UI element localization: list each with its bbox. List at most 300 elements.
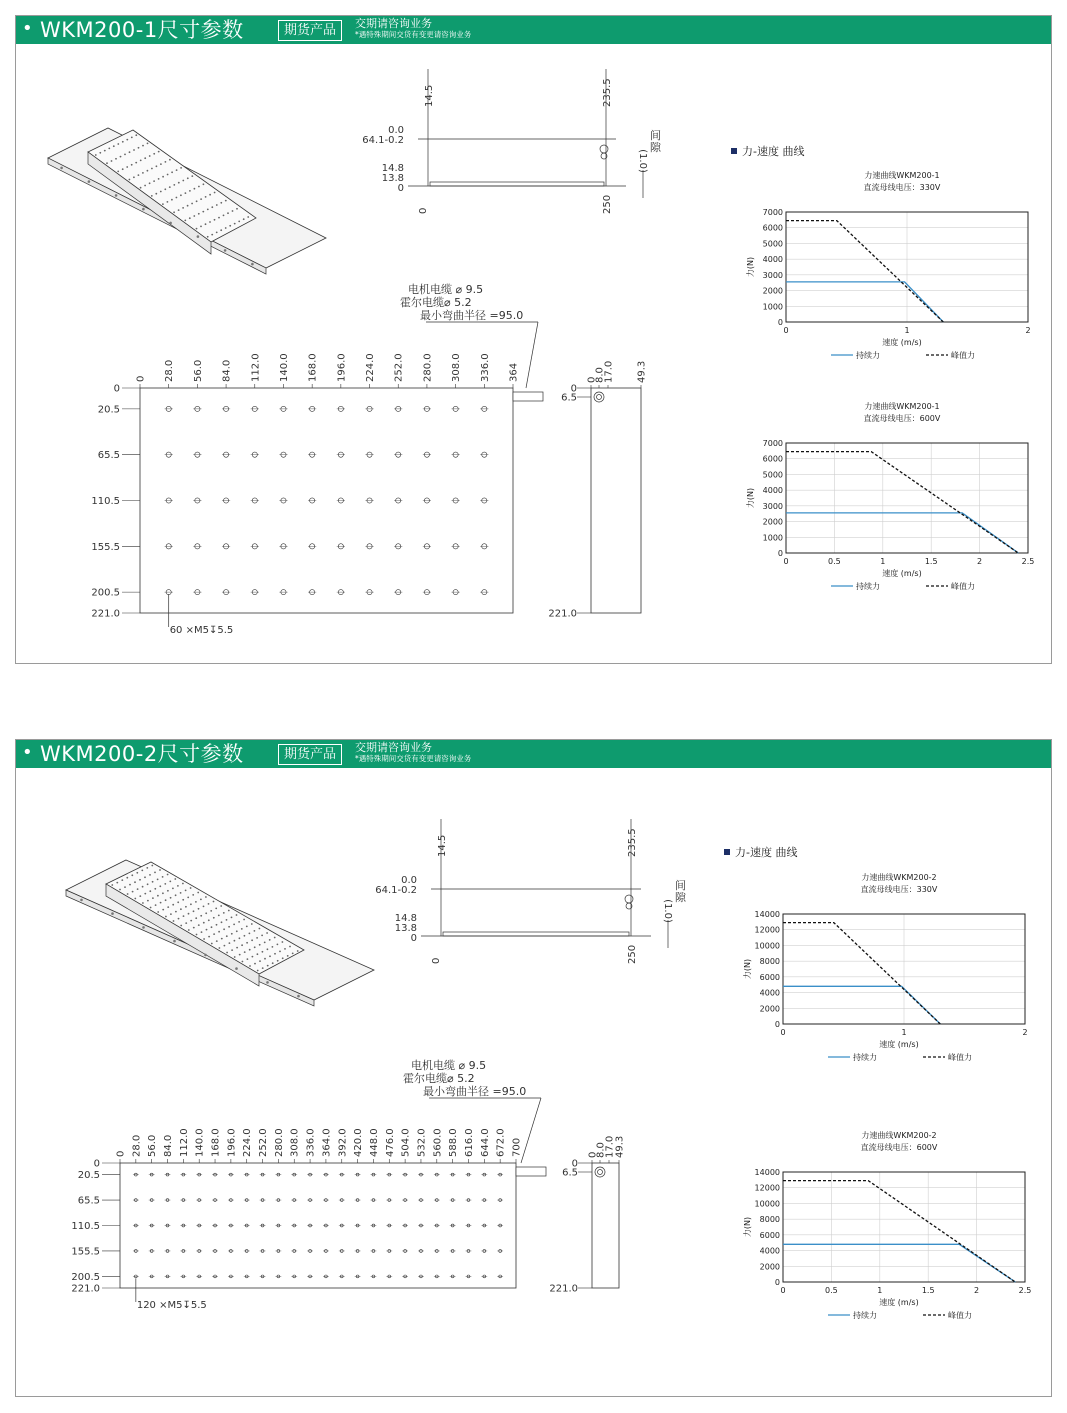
chart-section-title	[731, 143, 804, 159]
y-axis-label: 力(N)	[746, 487, 755, 509]
mount-hole	[277, 960, 279, 962]
mount-hole	[216, 232, 218, 234]
x-dim-label: 308.0	[451, 353, 463, 382]
motor-cable-note: 电机电缆 ⌀ 9.5	[408, 283, 484, 296]
x-dim-label: 672.0	[495, 1128, 507, 1157]
legend-label: 持续力	[856, 582, 880, 591]
mount-hole	[213, 933, 215, 935]
x-dim-label: 252.0	[258, 1128, 270, 1157]
mount-hole	[185, 922, 187, 924]
mount-hole	[122, 141, 124, 143]
mount-hole	[236, 930, 238, 932]
mount-hole	[195, 917, 197, 919]
plot-frame	[786, 443, 1028, 553]
leader-line	[521, 1098, 541, 1163]
mount-hole	[211, 943, 213, 945]
mount-hole	[211, 206, 213, 208]
mount-hole	[178, 918, 180, 920]
end-view-outline	[592, 1163, 619, 1288]
y-axis-label: 力(N)	[743, 1216, 752, 1238]
x-tick-label: 0	[780, 1028, 786, 1037]
y-tick-label: 10000	[754, 1199, 780, 1209]
mount-hole	[159, 869, 161, 871]
x-dim-label: 308.0	[289, 1128, 301, 1157]
mount-hole	[203, 938, 205, 940]
mount-hole	[172, 888, 174, 890]
mount-hole	[180, 194, 182, 196]
mount-hole	[226, 952, 228, 954]
mount-hole	[226, 919, 228, 921]
x-dim-label: 112.0	[250, 353, 262, 382]
mount-hole	[209, 221, 211, 223]
mount-hole	[216, 924, 218, 926]
mount-hole	[99, 152, 101, 154]
leader-line	[526, 322, 538, 388]
x-tick-label: 2.5	[1021, 557, 1035, 566]
mount-hole	[154, 872, 156, 874]
y-tick-label: 5000	[762, 239, 783, 249]
x-dim-label: 196.0	[336, 353, 348, 382]
y-tick-label: 14000	[754, 1168, 780, 1177]
x-dim-label: 28.0	[131, 1134, 143, 1157]
mount-hole	[164, 188, 166, 190]
end-top-dim-label: 17.0	[603, 360, 615, 383]
y-tick-label: 4000	[762, 486, 783, 496]
mount-hole	[120, 156, 122, 158]
side-left-dim-label: 13.8	[381, 173, 404, 184]
y-tick-label: 4000	[759, 1246, 780, 1256]
mount-hole	[169, 881, 171, 883]
product-tag: 期货产品	[278, 744, 342, 765]
end-top-dim-label: 17.0	[604, 1135, 616, 1158]
y-dim-label: 65.5	[97, 450, 120, 462]
y-tick-label: 14000	[754, 910, 780, 919]
mount-hole	[257, 953, 259, 955]
mount-hole	[162, 892, 164, 894]
gap-label: 隙	[675, 891, 686, 904]
mount-hole	[197, 892, 199, 894]
mount-hole	[223, 215, 225, 217]
mount-hole	[220, 202, 222, 204]
x-dim-label: 28.0	[164, 359, 176, 382]
mount-hole	[246, 926, 248, 928]
mount-hole	[131, 164, 133, 166]
mount-hole	[178, 209, 180, 211]
mount-hole	[198, 924, 200, 926]
bend-radius-note: 最小弯曲半径 =95.0	[420, 309, 524, 322]
mount-hole	[228, 910, 230, 912]
side-left-dim-label: 14.8	[394, 913, 417, 924]
mount-hole	[165, 899, 167, 901]
mount-hole	[205, 896, 207, 898]
y-dim-label: 110.5	[71, 1221, 100, 1232]
mount-hole	[176, 197, 178, 199]
mount-hole	[252, 956, 254, 958]
x-axis-label: 速度 (m/s)	[882, 569, 922, 578]
mount-hole	[129, 884, 131, 886]
mount-hole	[189, 190, 191, 192]
mount-hole	[156, 165, 158, 167]
mount-hole	[144, 157, 146, 159]
mount-hole	[176, 169, 178, 171]
mount-hole	[129, 151, 131, 153]
y-tick-label: 5000	[762, 470, 783, 480]
mount-hole	[167, 890, 169, 892]
x-dim-label: 420.0	[353, 1128, 365, 1157]
mount-hole	[261, 935, 263, 937]
chart-section-title	[724, 844, 797, 860]
legend-label: 峰值力	[948, 1311, 972, 1320]
base-screw	[204, 954, 207, 957]
x-dim-label: 224.0	[365, 353, 377, 382]
mount-hole	[144, 876, 146, 878]
mount-hole	[239, 937, 241, 939]
y-axis-label: 力(N)	[746, 256, 755, 278]
mount-hole	[257, 970, 259, 972]
side-bottom-dim-label: 0	[418, 207, 429, 214]
y-tick-label: 4000	[762, 255, 783, 265]
y-dim-label: 65.5	[77, 1195, 100, 1207]
legend-label: 峰值力	[948, 1053, 972, 1062]
mount-hole	[269, 939, 271, 941]
base-screw	[111, 912, 114, 915]
mount-hole	[124, 886, 126, 888]
x-axis-label: 速度 (m/s)	[882, 338, 922, 347]
mount-hole	[272, 962, 274, 964]
hall-cable-note: 霍尔电缆⌀ 5.2	[400, 296, 472, 309]
gap-label: 间	[675, 879, 686, 892]
y-dim-label: 0	[113, 383, 120, 395]
mount-hole	[234, 940, 236, 942]
mount-hole	[200, 198, 202, 200]
mount-hole	[203, 922, 205, 924]
mount-hole	[169, 186, 171, 188]
x-dim-label: 336.0	[305, 1128, 317, 1157]
mount-hole	[185, 906, 187, 908]
mount-hole	[191, 203, 193, 205]
y-tick-label: 3000	[762, 501, 783, 511]
mount-hole	[180, 167, 182, 169]
mount-hole	[184, 220, 186, 222]
series-line-continuous	[783, 1244, 1015, 1282]
x-tick-label: 2.5	[1018, 1286, 1032, 1295]
side-left-dim-label: 13.8	[394, 923, 417, 934]
side-cable-circle	[625, 895, 633, 903]
mount-hole	[162, 203, 164, 205]
mount-hole	[153, 153, 155, 155]
x-dim-label: 84.0	[221, 359, 233, 382]
mount-hole	[216, 204, 218, 206]
mount-hole	[231, 917, 233, 919]
y-tick-label: 0	[774, 1278, 780, 1287]
legend-label: 持续力	[856, 351, 880, 360]
mount-hole	[188, 913, 190, 915]
mount-hole	[157, 911, 159, 913]
mount-hole	[151, 168, 153, 170]
mount-hole	[205, 196, 207, 198]
base-screw	[88, 180, 91, 183]
mount-hole	[131, 874, 133, 876]
mount-hole	[207, 236, 209, 238]
mount-hole	[155, 904, 157, 906]
mount-hole	[149, 155, 151, 157]
mount-hole	[151, 195, 153, 197]
legend-label: 峰值力	[951, 582, 975, 591]
base-screw	[173, 940, 176, 943]
mount-hole	[189, 217, 191, 219]
hole-note: 120 ×M5↧5.5	[136, 1300, 207, 1311]
side-left-dim-label: 64.1-0.2	[375, 885, 417, 896]
mount-hole	[205, 223, 207, 225]
force-speed-chart-330v	[731, 168, 1031, 358]
side-left-dim-label: 0	[397, 183, 404, 194]
mount-hole	[238, 221, 240, 223]
x-dim-label: 168.0	[307, 353, 319, 382]
series-line-peak	[786, 221, 943, 322]
y-dim-label: 200.5	[91, 587, 120, 599]
series-line-peak	[783, 923, 940, 1024]
mount-hole	[218, 915, 220, 917]
mount-hole	[121, 879, 123, 881]
mount-hole	[104, 150, 106, 152]
base-screw	[266, 981, 269, 984]
mount-hole	[267, 948, 269, 950]
mount-hole	[243, 919, 245, 921]
mount-hole	[132, 891, 134, 893]
end-left-dim-label: 0	[571, 1158, 578, 1170]
x-dim-label: 588.0	[448, 1128, 460, 1157]
mount-hole	[259, 960, 261, 962]
x-tick-label: 0.5	[825, 1286, 838, 1295]
mount-hole	[238, 921, 240, 923]
mount-hole	[171, 199, 173, 201]
mount-hole	[259, 928, 261, 930]
section-wkm200-1	[15, 15, 1052, 664]
x-dim-label: 84.0	[163, 1134, 175, 1157]
side-left-dim-label: 0.0	[388, 125, 404, 136]
end-top-dim-label: 0	[586, 376, 598, 383]
mount-hole	[224, 945, 226, 947]
mount-hole	[122, 168, 124, 170]
chart-subtitle: 直流母线电压：600V	[860, 1143, 938, 1152]
x-dim-label: 560.0	[432, 1128, 444, 1157]
mount-hole	[194, 188, 196, 190]
mount-hole	[142, 172, 144, 174]
mount-hole	[140, 187, 142, 189]
gap-label: 间	[650, 129, 661, 142]
chart-subtitle: 直流母线电压：330V	[860, 885, 938, 894]
mount-hole	[127, 893, 129, 895]
mount-hole	[138, 147, 140, 149]
mount-hole	[180, 925, 182, 927]
x-dim-label: 196.0	[226, 1128, 238, 1157]
mount-hole	[206, 929, 208, 931]
x-dim-label: 392.0	[337, 1128, 349, 1157]
mount-hole	[133, 176, 135, 178]
force-speed-chart-330v	[728, 870, 1028, 1060]
mount-hole	[274, 937, 276, 939]
mount-hole	[241, 944, 243, 946]
mount-hole	[284, 948, 286, 950]
section-title: WKM200-1尺寸参数	[40, 18, 244, 42]
mount-hole	[241, 928, 243, 930]
mount-hole	[152, 897, 154, 899]
x-dim-label: 700	[511, 1137, 523, 1157]
legend-label: 持续力	[853, 1311, 877, 1320]
gap-label: 隙	[650, 141, 661, 154]
mount-hole	[157, 879, 159, 881]
section-title: WKM200-2尺寸参数	[40, 742, 244, 766]
mount-hole	[193, 215, 195, 217]
x-dim-label: 168.0	[210, 1128, 222, 1157]
mount-hole	[187, 205, 189, 207]
mount-hole	[196, 228, 198, 230]
side-bottom-dim-label: 0	[431, 957, 442, 964]
mount-hole	[262, 967, 264, 969]
x-tick-label: 0	[783, 557, 789, 566]
y-dim-label: 20.5	[97, 404, 120, 416]
mount-hole	[213, 917, 215, 919]
mount-hole	[202, 211, 204, 213]
end-view-outline	[591, 388, 641, 613]
mount-hole	[282, 957, 284, 959]
mount-hole	[191, 175, 193, 177]
mount-hole	[126, 139, 128, 141]
chart-subtitle: 直流母线电压：600V	[863, 414, 941, 423]
mount-hole	[155, 193, 157, 195]
y-axis-label: 力(N)	[743, 958, 752, 980]
mount-hole	[147, 883, 149, 885]
mount-hole	[126, 877, 128, 879]
mount-hole	[119, 889, 121, 891]
y-tick-label: 6000	[759, 972, 780, 982]
mount-hole	[234, 223, 236, 225]
side-left-dim-label: 14.8	[381, 163, 404, 174]
mount-hole	[267, 965, 269, 967]
mount-hole	[205, 912, 207, 914]
base-screw	[60, 167, 63, 170]
mount-hole	[162, 176, 164, 178]
mount-hole	[147, 900, 149, 902]
mount-hole	[236, 208, 238, 210]
y-dim-label: 221.0	[91, 608, 120, 620]
mount-hole	[209, 194, 211, 196]
end-top-dim-label: 49.3	[636, 360, 648, 383]
end-top-dim-label: 8.0	[595, 1142, 607, 1158]
mount-hole	[167, 906, 169, 908]
plot-frame	[783, 1172, 1025, 1282]
mount-hole	[207, 209, 209, 211]
mount-hole	[170, 913, 172, 915]
mount-hole	[116, 882, 118, 884]
top-view-outline	[120, 1163, 516, 1288]
legend-label: 峰值力	[951, 351, 975, 360]
mount-hole	[200, 226, 202, 228]
mount-hole	[136, 872, 138, 874]
mount-hole	[111, 884, 113, 886]
mount-hole	[218, 931, 220, 933]
y-tick-label: 7000	[762, 208, 783, 217]
mount-hole	[170, 897, 172, 899]
mount-hole	[274, 953, 276, 955]
mount-hole	[228, 926, 230, 928]
cable-exit	[513, 392, 543, 401]
mount-hole	[272, 946, 274, 948]
x-axis-label: 速度 (m/s)	[879, 1298, 919, 1307]
mount-hole	[154, 888, 156, 890]
base-screw	[80, 899, 83, 902]
mount-hole	[229, 225, 231, 227]
mount-hole	[117, 171, 119, 173]
mount-hole	[211, 234, 213, 236]
mount-hole	[190, 887, 192, 889]
y-tick-label: 7000	[762, 439, 783, 448]
lead-time-note: 交期请咨询业务	[355, 17, 432, 30]
mount-hole	[135, 134, 137, 136]
mount-hole	[198, 213, 200, 215]
mount-hole	[193, 927, 195, 929]
mount-hole	[213, 901, 215, 903]
y-tick-label: 3000	[762, 270, 783, 280]
end-left-dim-label: 221.0	[549, 1283, 578, 1295]
y-dim-label: 200.5	[71, 1271, 100, 1283]
lead-time-subnote: *遇特殊期间交货有变更请咨询业务	[355, 30, 472, 39]
x-tick-label: 1.5	[924, 557, 938, 566]
mount-hole	[167, 174, 169, 176]
mount-hole	[264, 942, 266, 944]
gap-value-label: (1.0)	[662, 899, 673, 923]
mount-hole	[190, 920, 192, 922]
mount-hole	[162, 909, 164, 911]
mount-hole	[226, 935, 228, 937]
series-line-continuous	[783, 986, 940, 1024]
x-dim-label: 0	[135, 375, 147, 382]
mount-hole	[165, 161, 167, 163]
mount-hole	[175, 911, 177, 913]
mount-hole	[182, 899, 184, 901]
mount-hole	[134, 881, 136, 883]
mount-hole	[279, 951, 281, 953]
x-dim-label: 0	[115, 1150, 127, 1157]
series-line-continuous	[786, 282, 943, 322]
mount-hole	[185, 192, 187, 194]
x-dim-label: 616.0	[463, 1128, 475, 1157]
mount-hole	[174, 878, 176, 880]
base-screw	[224, 249, 227, 252]
mount-hole	[254, 963, 256, 965]
mount-hole	[198, 186, 200, 188]
mount-hole	[169, 159, 171, 161]
y-tick-label: 2000	[759, 1004, 780, 1014]
hall-cable-note: 霍尔电缆⌀ 5.2	[403, 1072, 475, 1085]
mount-hole	[142, 902, 144, 904]
x-axis-label: 速度 (m/s)	[879, 1040, 919, 1049]
bend-radius-note: 最小弯曲半径 =95.0	[423, 1085, 527, 1098]
mount-hole	[208, 903, 210, 905]
mount-hole	[160, 191, 162, 193]
mount-hole	[144, 185, 146, 187]
end-top-dim-label: 49.3	[614, 1135, 626, 1158]
y-tick-label: 0	[777, 549, 783, 558]
mount-hole	[157, 895, 159, 897]
end-left-dim-label: 0	[570, 383, 577, 395]
y-dim-label: 110.5	[91, 496, 120, 507]
chart-title: 力速曲线WKM200-1	[864, 171, 940, 180]
mount-hole	[236, 947, 238, 949]
mount-hole	[182, 180, 184, 182]
base-screw	[142, 926, 145, 929]
x-dim-label: 280.0	[422, 353, 434, 382]
